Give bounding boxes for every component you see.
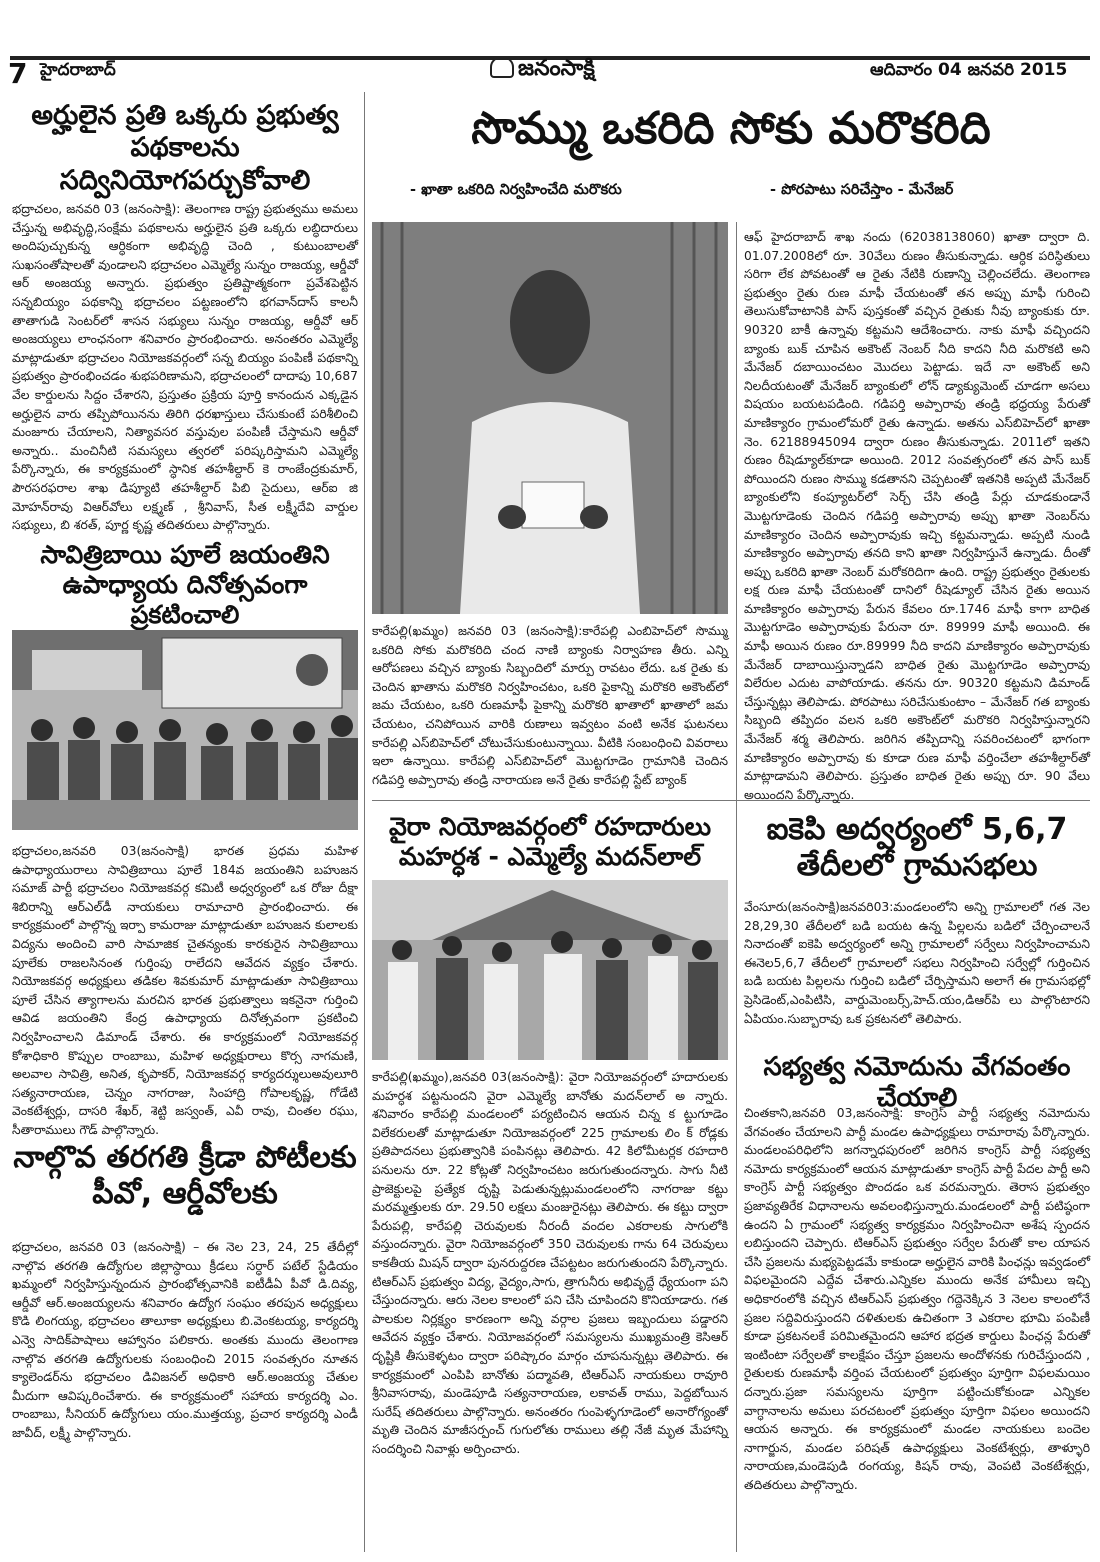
section-rule	[372, 800, 1090, 801]
article-savitri-body: భద్రాచలం,జనవరి 03(జనంసాక్షి) భారత ప్రధమ మహిళ ఉపాధ్యాయురాలు సావిత్రిబాయి పూలే 184వ జయంతిని బహుజన సమాజ్ పార్టీ భద్రాచలం నియోజకవర్గ కమిటీ అధ్వర్యంలో ఒక రోజు దీక్షా శిబిరాన్ని ఆర్‌ఎల్‌డీ నాయకులు రామాచారి ప్రారంభించారు. ఈ కార్యక్రమంలో పాల్గొన్న ఇర్పా కామరాజు మాట్లాడుతూ బహుజన కులాలకు విద్యను అందించి వారి సామాజిక చైతన్యంకు కారకురైన సావిత్రిబాయి పూలేకు రాజలసినంత గుర్తింపు రాలేదని ఆవేదన వ్యక్తం చేశారు. నియోజకవర్గ అధ్యక్షులు తడికల శివకుమార్ మాట్లాడుతూ సావిత్రిబాయి పూలే చేసిన త్యాగాలను మరచిన భారత ప్రభుత్వాలు ఇకనైనా గుర్తించి ఆవిడ జయంతిని కేంద్ర ఉపాధ్యాయ దినోత్సవంగా ప్రకటించి నిర్వహించాలని డిమాండ్ చేశారు. ఈ కార్యక్రమంలో నియోజకవర్గ కోశాధికారి కొప్పుల రాంబాబు, మహిళ అధ్యక్షురాలు కొర్స నాగమణి, అలవాల సావిత్రి, అనిత, కృపాకర్, నియోజకవర్గ కార్యదర్శులుఅవులూరి సత్యనారాయణ, చెన్నం నాగరాజు, సింహాద్రి గోపాలకృష్ణ, గోడేటి వెంకటేశ్వర్లు, దాసరి శేఖర్, శెట్టి జస్వంత్, ఎవీ రావు, చింతల రఘు, సీతారాములు గౌడ్ పాల్గొన్నారు.	[12, 844, 358, 1137]
article-welfare-body: భద్రాచలం, జనవరి 03 (జనంసాక్షి): తెలంగాణ రాష్ట్ర ప్రభుత్వము అమలు చేస్తున్న అభివృద్ధి,సంక్షేమ పథకాలను అర్హులైన ప్రతి ఒక్కరు లబ్ధిదారులు అందిపుచ్చుకున్న ఆర్ధికంగా అభివృద్ధి చెంది , కుటుంబాలతో సుఖసంతోషాలతో వుండాలని భద్రాచలం ఎమ్మెల్యే సున్నం రాజయ్య, ఆర్డీవో ఆర్ అంజయ్య అన్నారు. ప్రభుత్వం ప్రతిష్టాత్మకంగా ప్రవేశపెట్టిన సన్నబియ్యం పథకాన్ని భద్రాచలం పట్టణంలోని భగవాన్‌దాస్ కాలనీ తాతాగుడి సెంటర్‌లో శాసన సభ్యులు సున్నం రాజయ్య, ఆర్డీవో ఆర్ అంజయ్యలు లాంఛనంగా శనివారం ప్రారంభించారు. అనంతరం ఎమ్మెల్యే మాట్లాడుతూ భద్రాచలం నియోజకవర్గంలో సన్న బియ్యం పంపిణీ పథకాన్ని ప్రభుత్వం ప్రారంభించడం శుభపరిణామని, భద్రాచలంలో దాదాపు 10,687 వేల కార్డులను సిద్దం చేశారని, ప్రస్తుతం ప్రక్రియ పూర్తి కానందున ఎక్కడైన అర్హులైన వారు తప్పిపోయినను తిరిగి ధరఖాస్తులు చేసుకుంటే పరిశీలించి మంజూరు చేయాలని, నిత్యావసర వస్తువుల పంపిణీ చేస్తామని ఆర్డీవో అన్నారు.. మంచినీటి సమస్యలు త్వరలో పరిష్కరిస్తామని ఎమ్మెల్యే పేర్కొన్నారు, ఈ కార్యక్రమంలో స్ధానిక తహశీల్దార్ కె రాంజేంద్రకుమార్, పౌరసరఫరాల శాఖ డిప్యూటి తహశీల్దార్ పిబి సైదులు, ఆర్‌ఐ జి మోహన్‌రావు విఆర్‌వోలు లక్ష్మణ్ , శ్రీనివాస్, సీత లక్ష్మీదేవి వార్డుల సభ్యులు, బి శరత్, పూర్ణ కృష్ణ తదితరులు పాల్గొన్నారు.	[12, 202, 358, 533]
edition-city: హైదరాబాద్	[40, 60, 116, 80]
column-rule-left	[364, 92, 365, 1552]
lead-photo-caption: కారేపల్లి(ఖమ్మం) జనవరి 03 (జనంసాక్షి):కారేపల్లి ఎంబిహెచ్‌లో సొమ్ము ఒకరిది సోకు మరొకరిది చంద నాణి బ్యాంకు నిర్వాహణ తీరు. ఎన్ని ఆరోపణలు వచ్చిన బ్యాంకు సిబ్బందిలో మార్పు రావటం లేదు. ఒక రైతు కు చెందిన ఖాతాను మరొకరి నిర్వహించటం, ఒకరి పైకాన్ని మరొకరి అకౌంట్‌లో జమ చేయటం, ఒకరి రుణమాఫీ పైకాన్ని మరొకరి ఖాతాలో ఖాతాలో జమ చేయటం, చనిపోయిన వారికి రుణాలు ఇవ్వటం వంటి అనేక ఘటనలు కారేపల్లి ఎస్‌బిహెచ్‌లో చోటుచేసుకుంటున్నాయి. వీటికి సంబంధించి వివరాలు ఇలా ఉన్నాయి. కారేపల్లి ఎస్‌బిహెచ్‌లో మొట్టగూడెం గ్రామానికి చెందిన గడిపర్తి అప్పారావు తండ్రి నారాయణ అనే రైతు కారేపల్లి స్టేట్ బ్యాంక్	[372, 624, 728, 787]
photo-mla-illustration	[372, 880, 728, 1060]
article-sports-body: భద్రాచలం, జనవరి 03 (జనంసాక్షి) – ఈ నెల 23, 24, 25 తేదీల్లో నాల్గొవ తరగతి ఉద్యోగుల జిల్లాస్ధాయి క్రీడలు సర్ధార్ పటేల్ స్టేడియం ఖమ్మంలో నిర్వహిస్తున్నందున ప్రారంభోత్సవానికి ఐటీడీఏ పీవో డి.దివ్య, ఆర్డీవో ఆర్.అంజయ్యలను శనివారం ఉద్యోగ సంఘం తరపున అధ్యక్షులు కొడి లింగయ్య, భద్రాచలం తాలూకా అధ్యక్షులు బి.వెంకటయ్య, కార్యదర్శి ఎన్వె సాదిక్‌పాషాలు ఆహ్వానం పలికారు. అంతకు ముందు తెలంగాణ నాల్గొవ తరగతి ఉద్యోగులకు సంబంధించి 2015 సంవత్సరం నూతన క్యాలెండర్‌ను భద్రాచలం డివిజనల్ అధికారి ఆర్.అంజయ్య చేతుల మీదుగా ఆవిష్కరించేశారు. ఈ కార్యక్రమంలో సహాయ కార్యదర్శి ఎం. రాంబాబు, సీనియర్ ఉద్యోగులు యం.ముత్తయ్య, ప్రచార కార్యదర్శి ఎండీ జావీద్, లక్ష్మీ పాల్గొన్నారు.	[12, 1240, 358, 1440]
headline-membership: సభ్యత్వ నమోదును వేగవంతం చేయాలి	[763, 1052, 1071, 1114]
paper-logo	[490, 56, 595, 86]
photo-farmer-illustration	[372, 222, 728, 614]
photo-deeksha-illustration	[12, 630, 358, 830]
column-rule-right	[736, 222, 737, 1552]
article-ikp-body: వేంసూరు(జనంసాక్షి)జనవరి03:మండలంలోని అన్ని గ్రామాలలో గత నెల 28,29,30 తేదీలలో బడి బయట ఉన్న పిల్లలను బడిలో చేర్పించాలనే నినాదంతో ఐకెపి అద్వర్యంలో అన్ని గ్రామాలలో సర్వేలు నిర్వహించామని ఈనెల5,6,7 తేదీలలో గ్రామాలలో సభలు నిర్వహించి సర్వేల్లో గుర్తించిన బడి బయట పిల్లలను గుర్తించి బడిలో చేర్పిస్తామని అలాగే ఈ గ్రామసభల్లో ప్రెసిడెంట్,ఎంపిటిసి, వార్డుమెంబర్స్,హెచ్.యం,డిఆర్‌పి లు పాల్గొంటారని ఏపియం.సుబ్బారావు ఒక ప్రకటనలో తెలిపారు.	[744, 900, 1090, 1026]
article-membership-body: చింతకాని,జనవరి 03,జనంసాక్షి: కాంగ్రెస్ పార్టీ సభ్యత్వ నమోదును వేగవంతం చేయాలని పార్టీ మండల ఉపాధ్యక్షులు రామారావు పేర్కొన్నారు. మండలంపరిధిలోని జగన్నాధపురంలో జరిగిన కాంగ్రెస్ పార్టీ సభ్యత్వ నమోదు కార్యక్రమంలో ఆయన మాట్లాడుతూ కాంగ్రెస్ పార్టీ పేదల పార్టీ అని కాంగ్రెస్ పార్టీ సభ్యత్వం పొందడం ఒక వరమన్నారు. తెరాస ప్రభుత్వం ప్రజావ్యతిరేక విధానాలను అవలంభిస్తున్నారు.మండలంలో పార్టీ పటిష్ఠంగా ఉందని ఏ గ్రామంలో సభ్యత్వ కార్యక్రమం నిర్వహించినా అశేష స్పందన లబిస్తుందని చెప్పారు. టిఆర్‌ఎస్ ప్రభుత్వం సర్వేల పేరుతో కాల యాపన చేసి ప్రజలను మభ్యపెట్టడమే కాకుండా అర్హులైన వారికి పింఛన్లు ఇవ్వడంలో విఫలమైందని ఎద్దేవ చేశారు.ఎన్నికల ముందు అనేక హామీలు ఇచ్చి అధికారంలోకి వచ్చిన టిఆర్‌ఎస్ ప్రభుత్వం గద్దెనెక్కిన 3 నెలల కాలంలోనే ప్రజల సద్దివిరుస్తుందని దళితులకు ఉచితంగా 3 ఎకరాల భూమి పంపిణీ కూడా ప్రకటనలకే పరిమితమైందని ఆహార భద్రత కార్డులు పింఛన్ల పేరుతో ఇంటింటా సర్వేలతో కాలక్షేపం చేస్తూ ప్రజలను అందోళనకు గురిచేస్తుందని , రైతులకు రుణమాఫీ వర్తింప చేయటంలో ప్రభుత్వం పూర్తిగా విఫలమయిం దన్నారు.ప్రజా సమస్యలను పూర్తిగా పట్టించుకోకుండా ఎన్నికల వాగ్ధానాలను అమలు పరచటంలో ప్రభుత్వం పూర్తిగా విఫలం అయిందని ఆయన అన్నారు. ఈ కార్యక్రమంలో మండల నాయకులు బందెల నాగార్జున, మండల పరిషత్ ఉపాధ్యక్షులు వెంకటేశ్వర్లు, తాళ్ళూరి నారాయణ,మండెపుడి రంగయ్య, కిషన్ రావు, వెంపటి వెంకటేశ్వర్లు, తదితరులు పాల్గొన్నారు.	[744, 1106, 1091, 1492]
photo-farmer-passbook	[372, 222, 728, 614]
page-number: 7	[8, 57, 28, 90]
headline-lead: సొమ్ము ఒకరిది సోకు మరొకరిది	[471, 103, 991, 154]
headline-wyra: వైరా నియోజవర్గంలో రహదారులు మహర్ధశ - ఎమ్మెల్యే మదన్‌లాల్	[388, 812, 712, 871]
paper-name: జనంసాక్షి	[518, 56, 595, 81]
headline-ikp: ఐకెపి అద్వర్యంలో 5,6,7 తేదీలలో గ్రామసభలు	[766, 812, 1068, 883]
headline-savitri: సావిత్రిబాయి పూలే జయంతిని ఉపాధ్యాయ దినోత్సవంగా ప్రకటించాలి	[40, 540, 330, 629]
lead-subheading-2: - పోరపాటు సరిచేస్తాం - మేనేజర్	[770, 182, 954, 198]
photo-deeksha-camp	[12, 630, 358, 830]
photo-mla-visit	[372, 880, 728, 1060]
article-lead-body: ఆఫ్ హైదరాబాద్ శాఖ నందు (62038138060) ఖాతా ద్వారా ది. 01.07.2008లో రూ. 30వేలు రుణం తీసుకున్నాడు. ఆర్ధిక పరిస్ధితులు సరిగా లేక పోవటంతో ఆ రైతు నేటికి రుణాన్ని చెల్లించలేదు. తెలంగాణ ప్రభుత్వం రైతు రుణ మాఫీ చేయటంతో తన అప్పు మాఫీ గురించి తెలుసుకోవాటానికి పాస్ పుస్తకంతో వచ్చిన రైతుకు నీవు బ్యాంకుకు రూ. 90320 బాకీ ఉన్నావు కట్టమని ఆదేశించారు. నాకు మాఫీ వచ్చిందని బ్యాంకు బుక్ చూపిన అకౌంట్ నెంబర్ నీది కాదని నీది మరొకటి అని మేనేజర్ దబాయించటం మొదలు పెట్టాడు. ఇదే నా అకౌంట్ అని నిలదీయటంతో మేనేజర్ బ్యాంకులో లోన్ డ్యాక్యుమెంట్ చూడగా అసలు విషయం బయటపడింది. గడిపర్తి అప్పారావు తండ్రి భధ్రయ్య పేరుతో మాణిక్యారం గ్రామంలోమరో రైతు ఉన్నాడు. అతను ఎస్‌బిహెచ్‌లో ఖాతా నెం. 62188945094 ద్వారా రుణం తీసుకున్నాడు. 2011లో ఇతని రుణం రీషెడ్యూల్‌కూడా అయింది. 2012 సంవత్సరంలో తన పాస్ బుక్ పోయిందని రుణం సొమ్ము కడతానని చెప్పటంతో ఇతనికి అప్పటి మేనేజర్ బ్యాంకులోని కంప్యూటర్‌లో సెర్చ్ చేసి తండ్రి పేర్లు చూడకుండానే మొట్టగూడెంకు చెందిన గడిపర్తి అప్పారావు అప్పు ఖాతా నెంబర్‌ను మాణిక్యారం చెందిన అప్పారావుకు ఇచ్చి కట్టమన్నాడు. అప్పటి నుండి మాణిక్యారం అప్పారావు తనది కాని ఖాతా నిర్వహిస్తునే ఉన్నాడు. దీంతో అప్పు ఒకరిది ఖాతా నెంబర్ మరోకరిదిగా ఉంది. రాష్ట్ర ప్రభుత్వం రైతులకు లక్ష రుణ మాఫీ చేయటంతో దానిలో రీషెడ్యూల్ చేసిన రైతు అయిన మాణిక్యారం అప్పారావు పేరున కేవలం రూ.1746 మాఫీ కాగా బాధిత మొట్టగూడెం అప్పారావుకు పేరునా రూ. 89999 మాఫీ అయింది. ఈ మాఫీ అయిన రుణం రూ.89999 నీది కాదని మాణిక్యారం అప్పారావుకు మేనేజర్ దాబాయిస్తున్నాడని బాధిత రైతు మొట్టగూడెం అప్పారావు విలేరుల ఎదుట వాపోయాడు. తనను రూ. 90320 కట్టమని డిమాండ్ చేస్తున్నట్లు తెలిపాడు. పోరపాటు సరిచేసుకుంటాం – మేనేజర్ గత బ్యాంకు సిబ్బంది తప్పిదం వలన ఒకరి అకౌంట్‌లో మరొకరి నిర్వహిస్తున్నారని మేనేజర్ శర్మ తెలిపారు. జరిగిన తప్పిదాన్ని సవరించటంలో భాగంగా మాణిక్యారం అప్పారావు కు కూడా రుణ మాఫీ వర్తించేలా తహశీల్దార్‌తో మాట్లాడామని తెలిపారు. ప్రస్తుతం బాధిత రైతు అప్పు రూ. 90 వేలు అయిందని పేర్కొన్నారు.	[744, 230, 1091, 802]
article-wyra-body: కారేపల్లి(ఖమ్మం),జనవరి 03(జనంసాక్షి): వైరా నియోజవర్గంలో హదారులకు మహర్ధశ పట్టనుందని వైరా ఎమ్మెల్యే బానోతు మదన్‌లాల్ అ న్నారు. శనివారం కారేపల్లి మండలంలో పర్యటించిన ఆయన చిన్న క ట్టుగూడెం విలేకరులతో మాట్లాడుతూ నియోజవర్గంలో 225 గ్రామాలకు లిం క్ రోడ్లకు ప్రతిపాదనలు ప్రభుత్వానికి పంపినట్లు తెలిపారు. 42 కిలోమీటర్లక రహదారి పనులను రూ. 22 కోట్లతో నిర్వహించటం జరుగుతుందన్నారు. సాగు నీటి ప్రాజెక్టులపై ప్రత్యేక దృష్టి పెడుతున్నట్లుమండలంలోని నాగరాజు కట్టు మరమ్మత్తులకు రూ. 29.50 లక్షలు మంజురైనట్లు తెలిపారు. ఈ కట్టు ద్వారా పేరుపల్లి, కారేపల్లి చెరువులకు నీరందీ వందల ఎకరాలకు సాగులోకి వస్తుందన్నారు. వైరా నియోజవర్గంలో 350 చెరువులకు గాను 64 చెరువులు కాకతీయ మిషన్ ద్వారా పునరుద్దరణ చేపట్టటం జరుగుతుందని పేర్కొన్నారు. టిఆర్‌ఎస్ ప్రభుత్వం విద్య, వైద్యం,సాగు, త్రాగునీరు అభివృద్దే ధ్యేయంగా పని చేస్తుందన్నారు. ఆరు నెలల కాలంలో పని చేసి చూపిందని కొనియాడారు. గత పాలకుల నిర్లక్ష్యం కారణంగా అన్ని వర్గాల ప్రజలు ఇబ్బందులు పడ్డారని ఆవేదన వ్యక్తం చేశారు. నియోజవర్గంలో సమస్యలను ముఖ్యమంత్రి కెసిఆర్ దృష్టికి తీసుకెళ్ళటం ద్వారా పరిష్కారం మార్గం చూపనున్నట్లు తెలిపారు. ఈ కార్యక్రమంలో ఎంపిపి బానోతు పద్మావతి, టిఆర్‌ఎస్ నాయకులు రావూరి శ్రీనివాసరావు, మండెపూడి సత్యనారాయణ, లకావత్ రాము, పెద్దబోయిన సురేష్ తదితరులు పాల్గొన్నారు. అనంతరం గుంపెళ్ళగూడెంలో అనారోగ్యంతో మృతి చెందిన మాజీసర్పంచ్ గుగులోతు రాములు తల్లి నేజీ మృత మేహాన్ని సందర్శించి నివాళ్లు అర్పించారు.	[372, 1070, 728, 1456]
headline-welfare: అర్హులైన ప్రతి ఒక్కరు ప్రభుత్వ పథకాలను సద్వినియోగపర్చుకోవాలి	[31, 100, 339, 196]
logo-emblem-icon	[490, 56, 514, 78]
issue-date: ఆదివారం 04 జనవరి 2015	[870, 60, 1068, 80]
lead-subheading-1: - ఖాతా ఒకరిది నిర్వహించేది మరొకరు	[410, 182, 622, 198]
headline-sports: నాల్గొవ తరగతి క్రీడా పోటీలకు పీవో, ఆర్డీవోలకు	[13, 1140, 357, 1211]
